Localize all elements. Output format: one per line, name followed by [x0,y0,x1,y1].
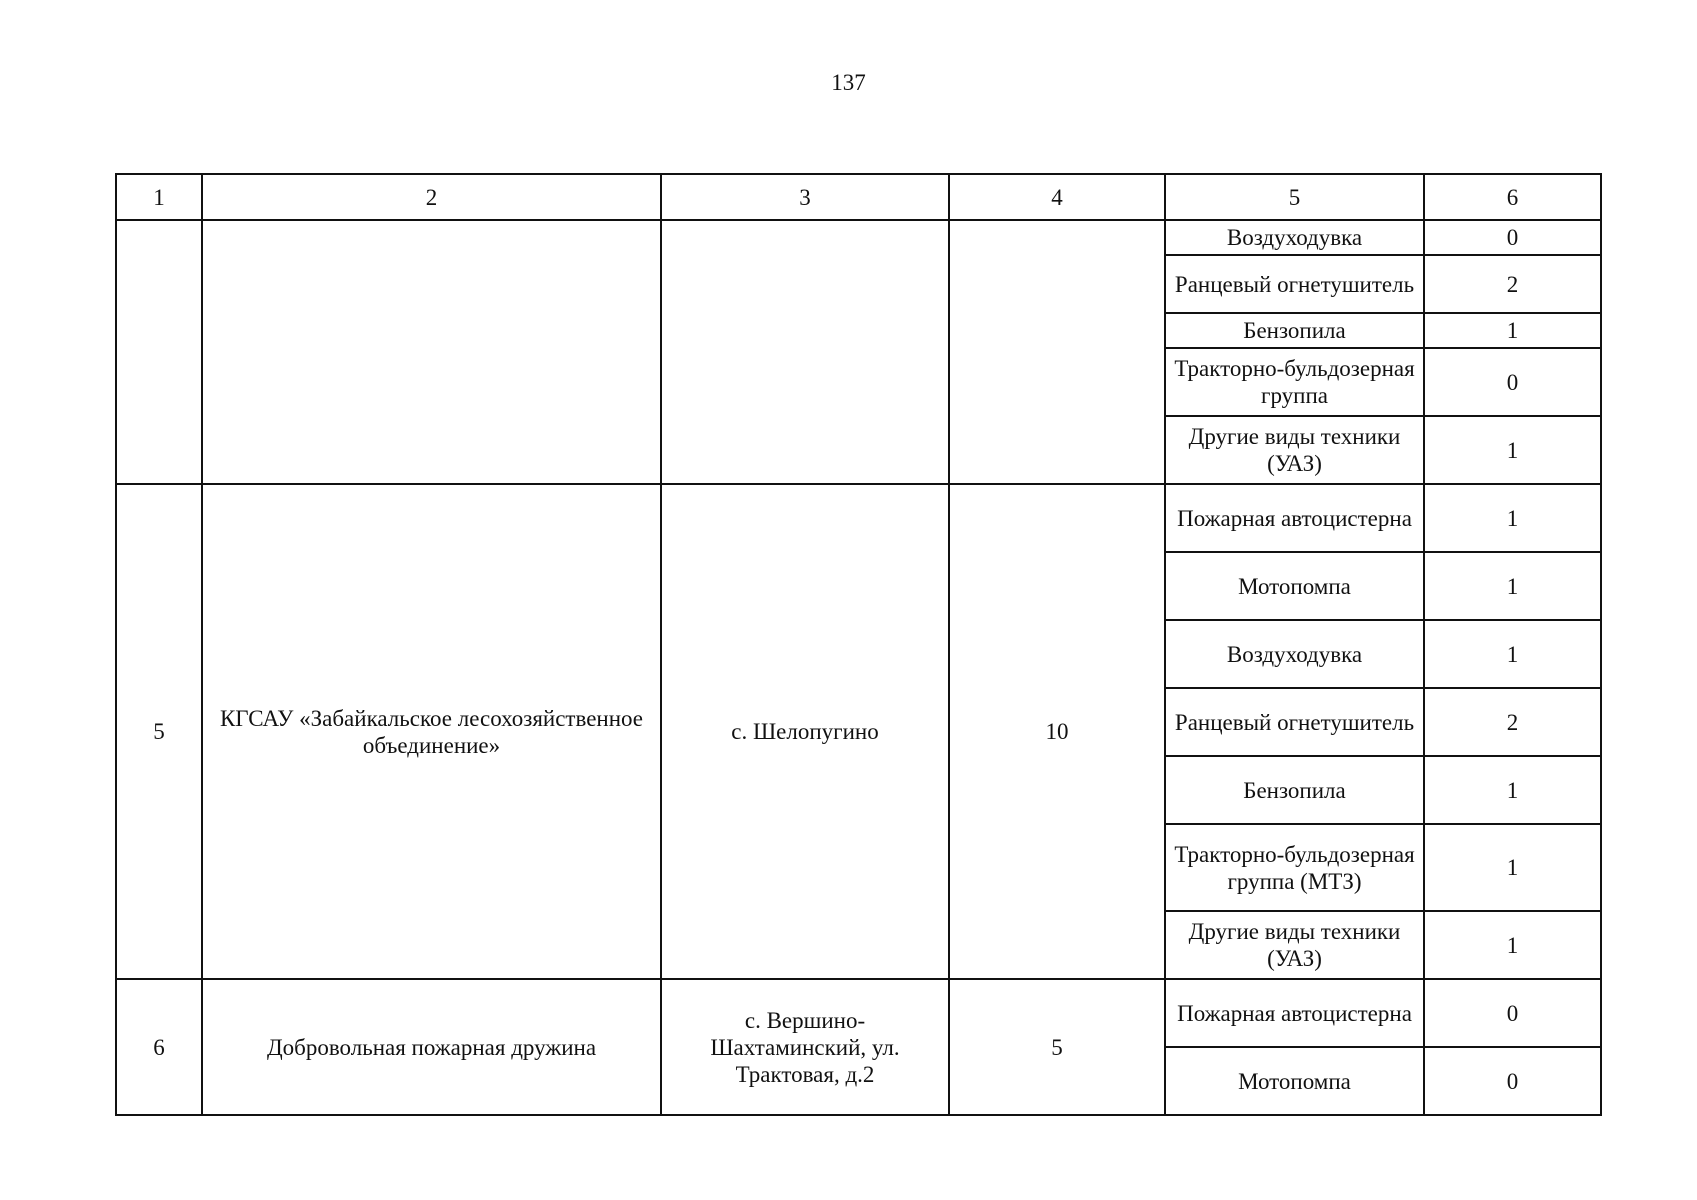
equipment-count: 1 [1424,313,1601,348]
organization-cell [202,220,661,484]
equipment-name: Тракторно-бульдозерная группа [1165,348,1424,416]
equipment-name: Ранцевый огнетушитель [1165,688,1424,756]
organization-cell: КГСАУ «Забайкальское лесохозяйственное объединение» [202,484,661,979]
equipment-name: Мотопомпа [1165,552,1424,620]
equipment-name: Воздуходувка [1165,620,1424,688]
staff-cell [949,220,1165,484]
header-cell: 1 [116,174,202,220]
page-number: 137 [831,70,866,95]
equipment-name: Воздуходувка [1165,220,1424,255]
table-row [116,979,1601,1047]
equipment-name: Другие виды техники (УАЗ) [1165,416,1424,484]
staff-cell: 5 [949,979,1165,1115]
equipment-count: 2 [1424,255,1601,313]
equipment-name: Пожарная автоцистерна [1165,484,1424,552]
equipment-name: Бензопила [1165,313,1424,348]
equipment-count: 0 [1424,979,1601,1047]
equipment-count: 0 [1424,220,1601,255]
equipment-name: Пожарная автоцистерна [1165,979,1424,1047]
equipment-name: Ранцевый огнетушитель [1165,255,1424,313]
equipment-count: 1 [1424,620,1601,688]
equipment-count: 1 [1424,756,1601,824]
equipment-count: 1 [1424,484,1601,552]
equipment-count: 2 [1424,688,1601,756]
table-row [116,220,1601,255]
location-cell: с. Шелопугино [661,484,949,979]
number-cell: 5 [116,484,202,979]
equipment-count: 0 [1424,348,1601,416]
header-cell: 3 [661,174,949,220]
equipment-count: 0 [1424,1047,1601,1115]
number-cell [116,220,202,484]
header-cell: 4 [949,174,1165,220]
equipment-count: 1 [1424,552,1601,620]
organization-cell: Добровольная пожарная дружина [202,979,661,1115]
equipment-name: Тракторно-бульдозерная группа (МТЗ) [1165,824,1424,911]
table-row [116,484,1601,552]
header-row [116,174,1601,220]
equipment-name: Другие виды техники (УАЗ) [1165,911,1424,979]
equipment-name: Мотопомпа [1165,1047,1424,1115]
equipment-count: 1 [1424,416,1601,484]
location-cell: с. Вершино-Шахтаминский, ул. Трактовая, д.2 [661,979,949,1115]
location-cell [661,220,949,484]
header-cell: 2 [202,174,661,220]
equipment-count: 1 [1424,911,1601,979]
equipment-name: Бензопила [1165,756,1424,824]
number-cell: 6 [116,979,202,1115]
equipment-table [115,173,1602,1116]
header-cell: 6 [1424,174,1601,220]
staff-cell: 10 [949,484,1165,979]
equipment-count: 1 [1424,824,1601,911]
header-cell: 5 [1165,174,1424,220]
